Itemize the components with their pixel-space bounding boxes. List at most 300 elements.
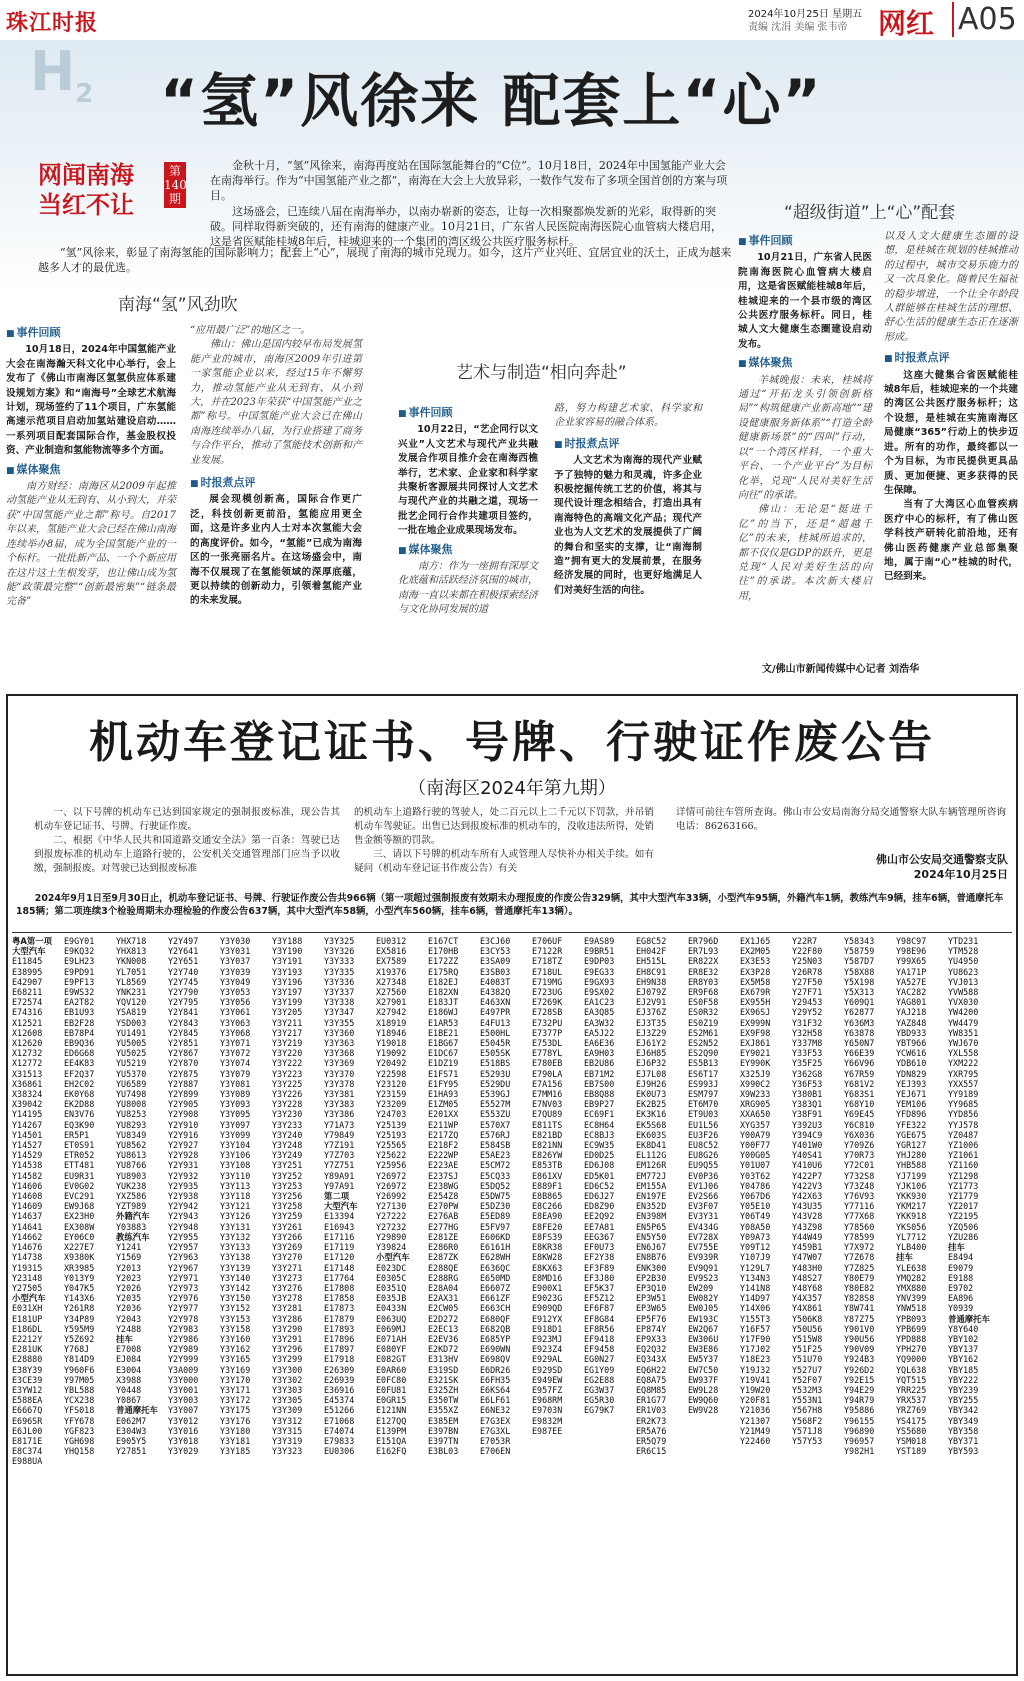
plate-number: Y21307	[740, 1415, 771, 1426]
newspaper-logo: 珠江时报	[6, 10, 99, 36]
plate-number: EW193C	[688, 1313, 719, 1324]
plate-number: E5527M	[480, 1099, 511, 1110]
plate-number: Y261R8	[64, 1303, 95, 1314]
plate-number: Y16F57	[740, 1323, 771, 1334]
plate-number: E4083T	[480, 976, 511, 987]
plate-number: Y09T12	[740, 1242, 771, 1253]
plate-number: Y3Y142	[220, 1282, 251, 1293]
plate-number: EA5J22	[584, 1027, 615, 1038]
plate-number: Y80E82	[844, 1282, 875, 1293]
plate-number: E3SB03	[480, 966, 511, 977]
plate-number: Y3Y269	[272, 1242, 303, 1253]
plate-number: E281ZE	[428, 1231, 459, 1242]
plate-number: E238WG	[428, 1180, 459, 1191]
plate-number: YU8562	[116, 1140, 147, 1151]
lead-paragraphs	[210, 158, 730, 250]
plate-number: ER822X	[688, 956, 719, 967]
plate-number: EA896	[948, 1293, 974, 1304]
plate-number: E3SA09	[480, 956, 511, 967]
plate-number: YVW588	[948, 987, 979, 998]
plate-number: YZU286	[948, 1231, 979, 1242]
plate-number: E72574	[12, 997, 43, 1008]
plate-number: E650MD	[480, 1272, 511, 1283]
plate-number: EH515L	[636, 956, 667, 967]
plate-number: EV2S66	[688, 1191, 719, 1202]
plate-number: YQ9000	[896, 1354, 927, 1365]
plate-number: YSD003	[116, 1017, 147, 1028]
plate-number: E162FQ	[376, 1446, 407, 1457]
plate-number: Y14676	[12, 1242, 43, 1253]
plate-number: Y2Y867	[168, 1048, 199, 1059]
media-text: 羊城晚报：未来，桂城将通过“开拓龙头引领创新格局”“构筑健康产业新高地”“建设健康服务新体系”“打造全龄健康新场景”的“四叫”行动，以“一个湾区样科，一个重大平台、一个产业平台”为目标化举，兑现“人民对美好生活向往”的承诺。	[738, 374, 872, 501]
plate-number: Y2Y957	[168, 1242, 199, 1253]
plate-number: E26309	[324, 1364, 355, 1375]
plate-number: Y2Y971	[168, 1272, 199, 1283]
plate-number: EJ079Z	[636, 987, 667, 998]
plate-number: YBY222	[948, 1374, 979, 1385]
plate-number: Y3Y031	[220, 946, 251, 957]
plate-number: Y3Y369	[324, 1058, 355, 1069]
plate-number: EG2E88	[584, 1374, 615, 1385]
plate-number: YXL558	[948, 1048, 979, 1059]
plate-number: YHX813	[116, 946, 147, 957]
plate-number: Y3Y196	[272, 976, 303, 987]
plate-number: Y609Q1	[844, 997, 875, 1008]
plate-number: E45374	[324, 1395, 355, 1406]
plate-number: 普通摩托车	[116, 1405, 158, 1416]
plate-number: Y3Y197	[272, 987, 303, 998]
plate-number: E929AL	[532, 1354, 563, 1365]
lead-closing	[38, 245, 732, 275]
plate-number: Y3Y378	[324, 1078, 355, 1089]
plate-number: Y06T49	[740, 1211, 771, 1222]
plate-number: Y013Y9	[64, 1272, 95, 1283]
plate-number: E38995	[12, 966, 43, 977]
plate-number: ES0Z19	[688, 1017, 719, 1028]
plate-number: 教练汽车	[116, 1231, 150, 1242]
plate-number: EV0G02	[64, 1180, 95, 1191]
plate-number: E276AB	[428, 1211, 459, 1222]
plate-number: Y19018	[376, 1038, 407, 1049]
plate-number: E167CT	[428, 936, 459, 946]
plate-number: Y01U07	[740, 1160, 771, 1171]
plate-number: E685YP	[480, 1333, 511, 1344]
plate-number: EF9458	[584, 1344, 615, 1355]
plate-number: E2CW05	[428, 1303, 459, 1314]
plate-number: YA171P	[896, 966, 927, 977]
plate-number: Y25956	[376, 1160, 407, 1171]
plate-number: Y44W49	[792, 1231, 823, 1242]
plate-number: Y3Y240	[272, 1129, 303, 1140]
plate-number: ES2M61	[688, 1027, 719, 1038]
plate-number: Y3Y001	[168, 1384, 199, 1395]
plate-number: YU7498	[116, 1089, 147, 1100]
plate-number: E7G3XL	[480, 1425, 511, 1436]
plate-number: X12521	[12, 1017, 43, 1028]
plate-number: XRG905	[740, 1099, 771, 1110]
plate-number: E500HL	[480, 1027, 511, 1038]
plate-number: E17116	[324, 1231, 355, 1242]
plate-number: YXR795	[948, 1068, 979, 1079]
plate-number: E9702	[948, 1282, 974, 1293]
plate-number: E821BD	[532, 1129, 563, 1140]
plate-number: Y98E96	[896, 946, 927, 957]
plate-number: Y14X06	[740, 1303, 771, 1314]
plate-number: E0351Q	[376, 1282, 407, 1293]
plate-number: YU8253	[116, 1109, 147, 1120]
plate-number: Y69E45	[844, 1109, 875, 1120]
plate-number: EQ3K90	[64, 1119, 95, 1130]
plate-number: EH042F	[636, 946, 667, 957]
plate-number: Y3Y079	[220, 1068, 251, 1079]
plate-number: E968RM	[532, 1395, 563, 1406]
plate-number: X227E7	[64, 1242, 95, 1253]
plate-number: Y42X63	[792, 1191, 823, 1202]
plate-number: EB2U86	[584, 1058, 615, 1069]
comment-text-2: 当有了大湾区心血管疾病医疗中心的标杆，有了佛山医学科技产研转化前沿地，还有佛山医药健康产业总部集聚地，属于南“心”桂城的时代，已经到来。	[884, 499, 1018, 583]
plate-number: Y2Y948	[168, 1221, 199, 1232]
plate-number: ER796D	[688, 936, 719, 946]
plate-number: EK0U73	[636, 1089, 667, 1100]
notice-summary	[16, 892, 1010, 918]
plate-number: Y2Y938	[168, 1191, 199, 1202]
plate-number: E71068	[324, 1415, 355, 1426]
plate-number: ED5K01	[584, 1170, 615, 1181]
plate-number: E182XN	[428, 987, 459, 998]
plate-number: YL8569	[116, 976, 147, 987]
plate-number: EF0U73	[584, 1242, 615, 1253]
plate-number: Y2488	[116, 1323, 142, 1334]
plate-number: Y3Y253	[272, 1180, 303, 1191]
plate-number: E186WJ	[428, 1007, 459, 1018]
plate-number: Y3Y315	[272, 1425, 303, 1436]
plate-number: EX96SJ	[740, 1007, 771, 1018]
plate-number: Y77116	[844, 1201, 875, 1212]
feature-article	[0, 40, 1024, 690]
plate-number: E2EV36	[428, 1333, 459, 1344]
plate-number: Y527U7	[792, 1364, 823, 1375]
plate-number: E6KS64	[480, 1384, 511, 1395]
plate-number: Y3Y386	[324, 1109, 355, 1120]
plate-number: Y58X88	[844, 966, 875, 977]
plate-number: E5DQ52	[480, 1180, 511, 1191]
plate-number: Y71A73	[324, 1119, 355, 1130]
plate-number: YU5005	[116, 1038, 147, 1049]
plate-number: E0FC80	[376, 1374, 407, 1385]
plate-column	[12, 933, 64, 1672]
plate-number: Y89A91	[324, 1170, 355, 1181]
issue-date: 2024年10月25日 星期五	[748, 9, 863, 20]
plate-number: ETR052	[64, 1150, 95, 1161]
plate-number: EB78P4	[64, 1027, 95, 1038]
plate-number: YS4175	[896, 1415, 927, 1426]
plate-number: Y25139	[376, 1119, 407, 1130]
plate-number: YZ1773	[948, 1180, 979, 1191]
plate-number: E6667Q	[12, 1405, 43, 1416]
plate-number: E9WS32	[64, 987, 95, 998]
plate-number: E918D1	[532, 1323, 563, 1334]
plate-number: E518BS	[480, 1058, 511, 1069]
plate-number: YZ1006	[948, 1140, 979, 1151]
plate-number: YUK238	[116, 1180, 147, 1191]
plate-number: Y40S41	[792, 1150, 823, 1161]
comment-text: 这座大健集合省医赋能桂城8年后，桂城迎来的一个共建的湾区公共医疗服务标杆；这个设想，是桂城在实施南海区局健康“365”行动上的快步迈进。所有的功作，最终都以一个为目标，为市民提供更具品质、更加便捷、更多获得的民生保障。	[884, 369, 1018, 496]
plate-number: E287ZK	[428, 1252, 459, 1263]
plate-number: E7QU89	[532, 1109, 563, 1120]
plate-number: Y3Y139	[220, 1262, 251, 1273]
plate-column	[792, 933, 844, 1672]
plate-number: Y27851	[116, 1446, 147, 1457]
plate-number: YHJ280	[896, 1150, 927, 1161]
plate-number: YFS018	[64, 1405, 95, 1416]
plate-column	[740, 933, 792, 1672]
plate-number: Y18946	[376, 1027, 407, 1038]
plate-number: Y3Y153	[220, 1313, 251, 1324]
plate-number: Y14662	[12, 1231, 43, 1242]
plate-number: EW937F	[688, 1374, 719, 1385]
media-label: ■ 媒体聚焦	[398, 543, 538, 558]
plate-number: YU8008	[116, 1099, 147, 1110]
plate-number: E7008	[116, 1344, 142, 1355]
plate-number: E9KQ32	[64, 946, 95, 957]
plate-number: EP9X33	[636, 1333, 667, 1344]
plate-number: Y66E39	[844, 1048, 875, 1059]
plate-number: YYD856	[948, 1109, 979, 1120]
plate-number: Y3Y160	[220, 1333, 251, 1344]
plate-number: Y3Y251	[272, 1160, 303, 1171]
plate-number: Y43V28	[792, 1211, 823, 1222]
plate-number: YPH270	[896, 1344, 927, 1355]
plate-number: EN8B76	[636, 1252, 667, 1263]
plate-number: Y35F25	[792, 1058, 823, 1069]
article-column-2	[190, 324, 362, 609]
plate-number: EJ3T35	[636, 1017, 667, 1028]
plate-number: EQ2Q32	[636, 1344, 667, 1355]
comment-text: 展会现模创新高，国际合作更广泛，科技创新更前沿，氢能应用更全面，这是许多业内人士对本次氢能大会的高度评价。如今，“氢能”已成为南海区的一张亮丽名片。在这场盛会中，南海不仅展现了在氢能领域的深厚底蕴，更以持续的创新动力，引领着氢能产业的未来发展。	[190, 494, 362, 607]
plate-number: YJK106	[896, 1180, 927, 1191]
plate-number: E9079	[948, 1262, 974, 1273]
plate-number: EB8Q88	[584, 1089, 615, 1100]
article-column-6	[884, 230, 1018, 585]
plate-number: Y14501	[12, 1129, 43, 1140]
plate-number: EJ2V91	[636, 997, 667, 1008]
plate-number: EW2Q67	[688, 1323, 719, 1334]
plate-number: EB2F28	[64, 1017, 95, 1028]
plate-number: Y1569	[116, 1252, 142, 1263]
plate-number: EW0J05	[688, 1303, 719, 1314]
plate-number: E8494	[948, 1252, 974, 1263]
summary-text: 2024年9月1日至9月30日止，机动车登记证书、号牌、行驶证作废公告共966辆（第一项超过强制报废有效期未办理报废的作废公告329辆，其中大型汽车33辆，小型汽车95辆，外籍汽车1辆，教练汽车9辆，挂车6辆，普通摩托车185辆；第二项连续3个检验周期未办理检验的作废公告637辆，其中大型汽车58辆，小型汽车560辆，挂车6辆，普通摩托车13辆）。	[16, 893, 1004, 917]
plate-number: EU9Q55	[688, 1160, 719, 1171]
plate-number: Y00G05	[740, 1150, 771, 1161]
plate-number: YXX557	[948, 1078, 979, 1089]
plate-number: YBY239	[948, 1384, 979, 1395]
plate-number: Y3Y355	[324, 1017, 355, 1028]
plate-number: EK0Y68	[64, 1089, 95, 1100]
plate-number: E576RJ	[480, 1129, 511, 1140]
plate-number: E170HB	[428, 946, 459, 957]
plate-number: YCX238	[64, 1395, 95, 1406]
plate-number: YS5680	[896, 1425, 927, 1436]
plate-number: Y3Y191	[272, 956, 303, 967]
plate-number: E218F2	[428, 1140, 459, 1151]
plate-number: YBD933	[896, 1027, 927, 1038]
plate-number: YVJ013	[948, 976, 979, 987]
plate-number: Y155T3	[740, 1313, 771, 1324]
plate-number: Y2Y942	[168, 1201, 199, 1212]
plate-number: E8171E	[12, 1435, 43, 1446]
plate-number: E606KD	[480, 1231, 511, 1242]
plate-number: YZ0487	[948, 1129, 979, 1140]
plate-number: Y5X198	[844, 976, 875, 987]
plate-number: E778YL	[532, 1048, 563, 1059]
plate-number: Y410U6	[792, 1160, 823, 1171]
plate-number: E0433N	[376, 1303, 407, 1314]
plate-number: E17893	[324, 1323, 355, 1334]
plate-number: Y19J32	[740, 1364, 771, 1375]
plate-number: E732PU	[532, 1017, 563, 1028]
plate-number: Y90U56	[844, 1333, 875, 1344]
plate-number: Y2Y870	[168, 1058, 199, 1069]
plate-number: EV3Y31	[688, 1211, 719, 1222]
plate-number: YAJ218	[896, 1007, 927, 1018]
plate-number: E6DR26	[480, 1364, 511, 1375]
plate-number: YKS056	[896, 1221, 927, 1232]
plate-number: E1HA93	[428, 1089, 459, 1100]
plate-number: Y982H1	[844, 1446, 875, 1457]
plate-number: Y3Y063	[220, 1017, 251, 1028]
plate-number: EG1Y09	[584, 1364, 615, 1375]
plate-number: Y3Y296	[272, 1344, 303, 1355]
plate-column	[220, 933, 272, 1672]
plate-number: YSM018	[896, 1435, 927, 1446]
plate-number: EG5R30	[584, 1395, 615, 1406]
plate-number: Y2Y740	[168, 966, 199, 977]
plate-column	[636, 933, 688, 1672]
plate-number: Y134N3	[740, 1272, 771, 1283]
plate-number: Y19V41	[740, 1374, 771, 1385]
plate-number: E063UQ	[376, 1313, 407, 1324]
plate-number: E661ZF	[480, 1293, 511, 1304]
plate-number: Y27505	[12, 1282, 43, 1293]
plate-number: E9PF13	[64, 976, 95, 987]
plate-number: Y3Y381	[324, 1089, 355, 1100]
plate-number: E071AH	[376, 1333, 407, 1344]
plate-number: E988UA	[12, 1456, 43, 1467]
plate-number: EK3K16	[636, 1109, 667, 1120]
plate-number: E5DW75	[480, 1191, 511, 1202]
event-label: ■ 事件回顾	[738, 234, 872, 249]
plate-number: Y3Y049	[220, 976, 251, 987]
plate-number: E5FV97	[480, 1221, 511, 1232]
plate-number: Y2Y976	[168, 1293, 199, 1304]
plate-column	[688, 933, 740, 1672]
plate-number: EU8G26	[688, 1150, 719, 1161]
plate-number: Y143X6	[64, 1293, 95, 1304]
plate-number: Y2Y790	[168, 987, 199, 998]
plate-number: Y3Y326	[324, 946, 355, 957]
plate-number: Y3Y126	[220, 1211, 251, 1222]
plate-number: Y14582	[12, 1170, 43, 1181]
plate-number: E588EA	[12, 1395, 43, 1406]
plate-number: E397TN	[428, 1435, 459, 1446]
media-text-cont: “应用最广泛”的地区之一。	[190, 325, 311, 336]
issuer-name: 佛山市公安局交通警察支队	[876, 853, 1008, 866]
plate-number: EEG367	[584, 1231, 615, 1242]
plate-number: YZ1779	[948, 1191, 979, 1202]
plate-number: 大型汽车	[324, 1201, 358, 1212]
notice-body-col-2	[354, 806, 654, 876]
subhead-art: 艺术与制造“相向奔赴”	[456, 363, 627, 383]
plate-number: YU5370	[116, 1068, 147, 1079]
plate-number: X19376	[376, 966, 407, 977]
plate-number: Y3Y171	[220, 1384, 251, 1395]
plate-number: Y3Y150	[220, 1293, 251, 1304]
plate-number: E7A156	[532, 1078, 563, 1089]
editors: 责编 沈涓 美编 张韦帝	[748, 22, 848, 33]
plate-number: E663CH	[480, 1303, 511, 1314]
plate-number: Y27232	[376, 1221, 407, 1232]
plate-number: Y3Y360	[324, 1027, 355, 1038]
plate-number: EK8D41	[636, 1140, 667, 1151]
plate-number: Y3Y368	[324, 1048, 355, 1059]
plate-number: Y2Y986	[168, 1333, 199, 1344]
plate-number: YFD896	[896, 1109, 927, 1120]
plate-number: E7G3EX	[480, 1415, 511, 1426]
plate-number: E8KW28	[532, 1252, 563, 1263]
plate-number: E7NV03	[532, 1099, 563, 1110]
plate-number: Y0939	[948, 1303, 974, 1314]
plate-number: EX308W	[64, 1221, 95, 1232]
plate-number: Y506K8	[792, 1313, 823, 1324]
plate-number: E6607Z	[480, 1282, 511, 1293]
plate-number: E5DZ30	[480, 1201, 511, 1212]
plate-number: Y58759	[844, 946, 875, 957]
plate-number: EV755E	[688, 1242, 719, 1253]
plate-number: X325J9	[740, 1068, 771, 1079]
event-label: ■ 事件回顾	[6, 326, 176, 341]
plate-number: Y650N7	[844, 1038, 875, 1049]
plate-number: Y48S27	[792, 1272, 823, 1283]
event-text: 10月22日，“艺企同行以文兴业”人文艺术与现代产业共融发展合作项目推介会在南海西樵举行，艺术家、企业家和科学家共聚析客源展共同探讨人文艺术与现代产业的共融之道，现场一批艺企同行合作共建项目签约，一批在地企业成果现场发布。	[398, 424, 538, 537]
plate-number: E539GJ	[480, 1089, 511, 1100]
plate-number: E9GX93	[584, 976, 615, 987]
plate-number: Y97A91	[324, 1180, 355, 1191]
plate-number: YL7712	[896, 1231, 927, 1242]
plate-number: EW3E86	[688, 1344, 719, 1355]
plate-number: Y92E15	[844, 1374, 875, 1385]
plate-number: EV1J06	[688, 1180, 719, 1191]
plate-number: E26939	[324, 1374, 355, 1385]
plate-number: Y3Y162	[220, 1344, 251, 1355]
plate-number: E909QD	[532, 1303, 563, 1314]
plate-number: YZ2195	[948, 1211, 979, 1222]
plate-number: Y67R59	[844, 1068, 875, 1079]
plate-number: YBY342	[948, 1405, 979, 1416]
plate-number: Y3Y053	[220, 987, 251, 998]
plate-number: E5CQ33	[480, 1170, 511, 1181]
plate-number: Y58343	[844, 936, 875, 946]
plate-number: Y2Y910	[168, 1119, 199, 1130]
plate-number: Y3Y338	[324, 997, 355, 1008]
plate-number: Y2Y651	[168, 956, 199, 967]
plate-number: EN5P65	[636, 1221, 667, 1232]
plate-number: Y2Y851	[168, 1038, 199, 1049]
plate-number: E17119	[324, 1242, 355, 1253]
plate-number: E690WN	[480, 1344, 511, 1355]
plate-number: Y7X972	[844, 1242, 875, 1253]
plate-number: Y3Y176	[220, 1415, 251, 1426]
